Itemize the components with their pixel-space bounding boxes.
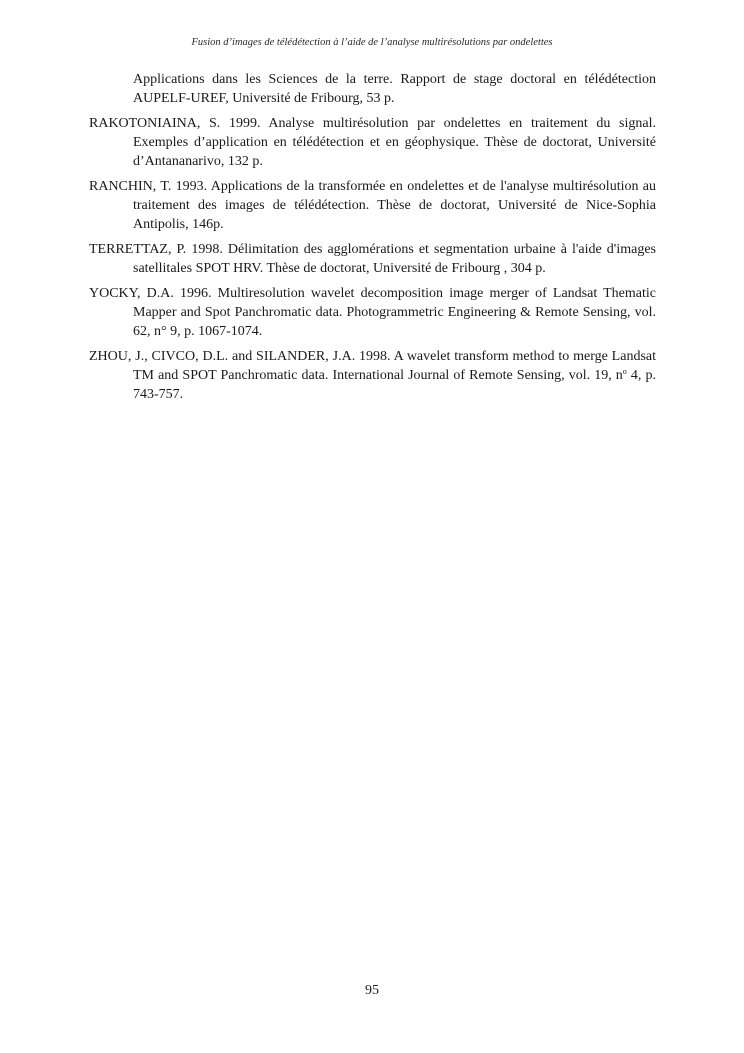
reference-entry-rakotoniaina: RAKOTONIAINA, S. 1999. Analyse multirésolution par ondelettes en traitement du signal. Exemples d’application en télédétection et en géophysique. Thèse de doctorat, Université d’Antananarivo, 132 p.: [89, 116, 656, 169]
reference-entry-continued: Applications dans les Sciences de la terre. Rapport de stage doctoral en télédétection AUPELF-UREF, Université de Fribourg, 53 p.: [133, 72, 656, 106]
reference-text: ZHOU, J., CIVCO, D.L. and SILANDER, J.A. 1998. A wavelet transform method to merge Landsat TM and SPOT Panchromatic data. International Journal of Remote Sensing, vol. 19, n: [89, 349, 656, 383]
reference-entry-zhou: [89, 347, 656, 404]
page-number: 95: [365, 983, 379, 998]
superscript-ordinal: o: [622, 367, 627, 376]
reference-entry-ranchin: RANCHIN, T. 1993. Applications de la transformée en ondelettes et de l'analyse multirésolution au traitement des images de télédétection. Thèse de doctorat, Université de Nice-Sophia Antipolis, 146p.: [89, 179, 656, 232]
running-header: Fusion d’images de télédétection à l’aide de l’analyse multirésolutions par ondelettes: [191, 37, 553, 48]
reference-entry-terrettaz: TERRETTAZ, P. 1998. Délimitation des agglomérations et segmentation urbaine à l'aide d'images satellitales SPOT HRV. Thèse de doctorat, Université de Fribourg , 304 p.: [89, 242, 656, 276]
reference-text-end: 4, p. 743-757.: [133, 368, 656, 402]
reference-list: [89, 70, 656, 410]
reference-entry-yocky: YOCKY, D.A. 1996. Multiresolution wavelet decomposition image merger of Landsat Thematic Mapper and Spot Panchromatic data. Photogrammetric Engineering & Remote Sensing, vol. 62, n° 9, p. 1067-1074.: [89, 286, 656, 339]
